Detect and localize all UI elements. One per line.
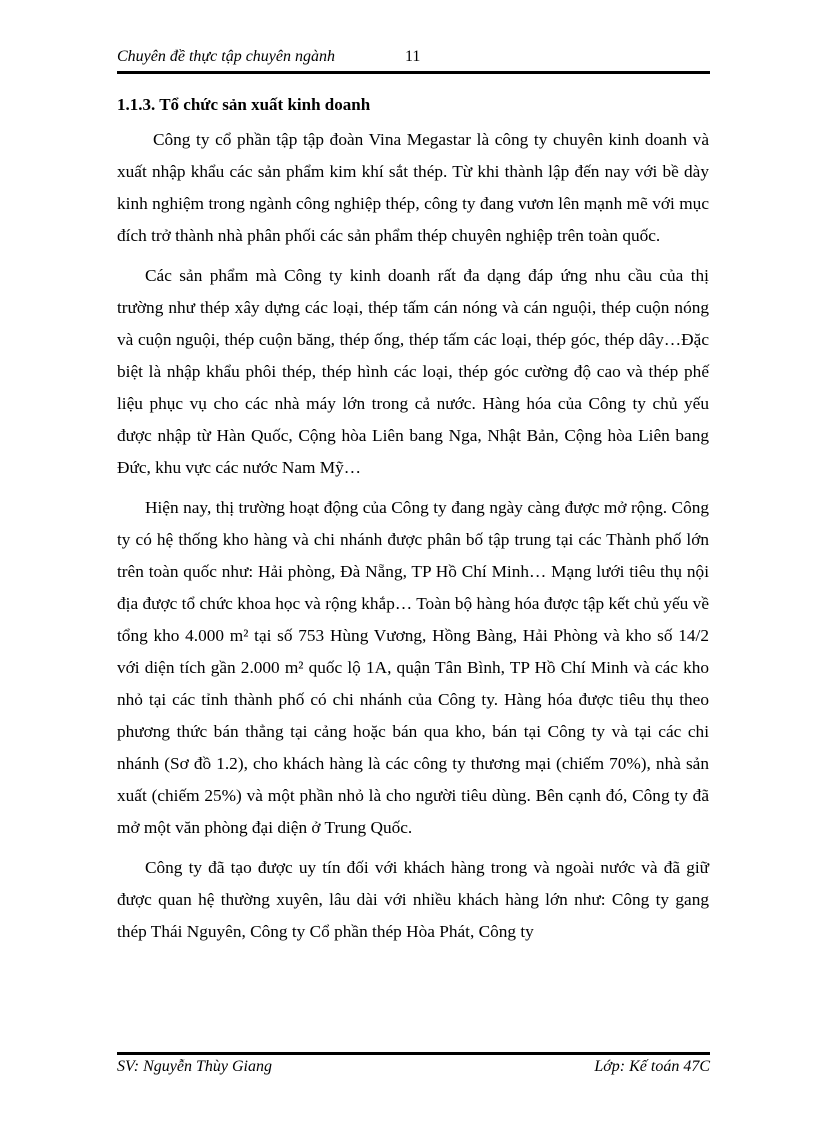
page-footer — [117, 1058, 710, 1080]
header-title: Chuyên đề thực tập chuyên ngành — [117, 48, 335, 65]
paragraph-4: Công ty đã tạo được uy tín đối với khách hàng trong và ngoài nước và đã giữ được quan hệ thường xuyên, lâu dài với nhiều khách hàng lớn như: Công ty gang thép Thái Nguyên, Công ty Cổ phần thép Hòa Phát, Công ty — [117, 858, 709, 941]
footer-rule — [117, 1052, 710, 1055]
page-header — [117, 46, 710, 72]
footer-student-name: SV: Nguyễn Thùy Giang — [117, 1058, 272, 1075]
section-heading: 1.1.3. Tổ chức sản xuất kinh doanh — [117, 95, 371, 114]
document-body — [117, 92, 709, 956]
paragraph-1: Công ty cổ phần tập tập đoàn Vina Megastar là công ty chuyên kinh doanh và xuất nhập khẩu các sản phẩm kim khí sắt thép. Từ khi thành lập đến nay với bề dày kinh nghiệm trong ngành công nghiệp thép, công ty đang vươn lên mạnh mẽ với mục đích trở thành nhà phân phối các sản phẩm thép chuyên nghiệp trên toàn quốc. — [117, 130, 709, 245]
page-number: 11 — [405, 48, 421, 65]
header-rule — [117, 71, 710, 74]
paragraph-2: Các sản phẩm mà Công ty kinh doanh rất đa dạng đáp ứng nhu cầu của thị trường như thép xây dựng các loại, thép tấm cán nóng và cán nguội, thép cuộn nóng và cuộn nguội, thép cuộn băng, thép ống, thép tấm các loại, thép góc, thép dây…Đặc biệt là nhập khẩu phôi thép, thép hình các loại, thép góc cường độ cao và thép phế liệu phục vụ cho các nhà máy lớn trong cả nước. Hàng hóa của Công ty chủ yếu được nhập từ Hàn Quốc, Cộng hòa Liên bang Nga, Nhật Bản, Cộng hòa Liên bang Đức, khu vực các nước Nam Mỹ… — [117, 266, 709, 477]
paragraph-3: Hiện nay, thị trường hoạt động của Công ty đang ngày càng được mở rộng. Công ty có hệ thống kho hàng và chi nhánh được phân bố tập trung tại các Thành phố lớn trên toàn quốc như: Hải phòng, Đà Nẵng, TP Hồ Chí Minh… Mạng lưới tiêu thụ nội địa được tổ chức khoa học và rộng khắp… Toàn bộ hàng hóa được tập kết chủ yếu về tổng kho 4.000 m² tại số 753 Hùng Vương, Hồng Bàng, Hải Phòng và kho số 14/2 với diện tích gần 2.000 m² quốc lộ 1A, quận Tân Bình, TP Hồ Chí Minh và các kho nhỏ tại các tỉnh thành phố có chi nhánh của Công ty. Hàng hóa được tiêu thụ theo phương thức bán thẳng tại cảng hoặc bán qua kho, bán tại Công ty và tại các chi nhánh (Sơ đồ 1.2), cho khách hàng là các công ty thương mại (chiếm 70%), nhà sản xuất (chiếm 25%) và một phần nhỏ là cho người tiêu dùng. Bên cạnh đó, Công ty đã mở một văn phòng đại diện ở Trung Quốc. — [117, 498, 709, 837]
footer-class: Lớp: Kế toán 47C — [594, 1058, 710, 1075]
